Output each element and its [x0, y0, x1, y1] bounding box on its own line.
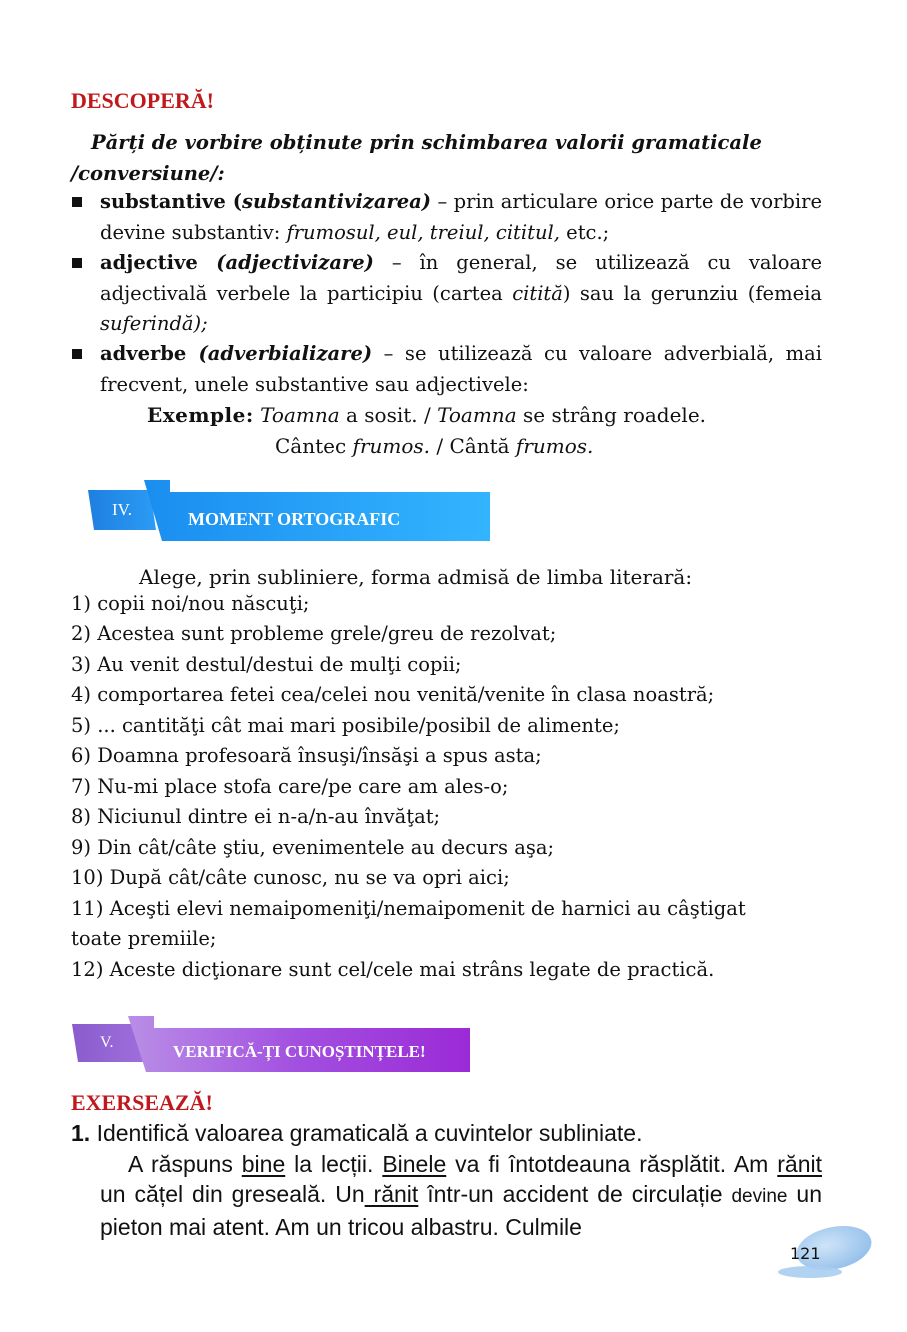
- b1-italic: frumosul, eul, treiul, cititul,: [286, 220, 560, 244]
- ex1-text-2: se strâng roadele.: [516, 403, 707, 427]
- exercise-item: 1) copii noi/nou născuţi;: [71, 592, 310, 615]
- exercise-item: 5) ... cantităţi cât mai mari posibile/posibil de alimente;: [71, 714, 620, 737]
- underlined-word: bine: [241, 1151, 286, 1177]
- task-paragraph: [100, 1149, 822, 1242]
- banner-iv-number: IV.: [112, 500, 132, 519]
- exercise-item: 9) Din cât/câte ştiu, evenimentele au decurs aşa;: [71, 836, 555, 859]
- ex2-text-1: Cântec: [275, 434, 353, 458]
- task-text: Identifică valoarea gramaticală a cuvintelor subliniate.: [90, 1120, 643, 1146]
- bullet-substantive: [100, 187, 822, 248]
- bullet-adverbe: [100, 339, 822, 400]
- exercise-item: 11) Aceşti elevi nemaipomeniţi/nemaipomenit de harnici au câştigat: [71, 897, 746, 920]
- para-text: un cățel din greseală. Un: [100, 1181, 365, 1207]
- banner-iv-title: MOMENT ORTOGRAFIC: [188, 509, 401, 529]
- intro-line-1: Părți de vorbire obținute prin schimbarea valorii gramaticale: [91, 131, 762, 154]
- underlined-word: rănit: [777, 1151, 822, 1177]
- b2-bolditalic: (adjectivizare): [216, 251, 374, 274]
- bullet-marker: [72, 197, 82, 207]
- para-text: la lecții.: [285, 1151, 383, 1177]
- intro-heading: [71, 128, 822, 189]
- ex1-italic-2: Toamna: [437, 403, 517, 427]
- b2-italic-2: suferindă);: [100, 312, 208, 335]
- b2-text-2: ) sau la gerunziu (femeia: [562, 281, 822, 305]
- bullet-marker: [72, 258, 82, 268]
- para-text: va fi întotdeauna răsplătit. Am: [446, 1151, 778, 1177]
- ex2-italic-1: frumos.: [352, 434, 431, 458]
- page-number: 121: [790, 1244, 821, 1263]
- b3-bold: adverbe: [100, 342, 199, 365]
- bullet-marker: [72, 349, 82, 359]
- ex1-text-1: a sosit. /: [339, 403, 438, 427]
- b3-bolditalic: (adverbializare): [198, 342, 373, 365]
- exercise-item: 7) Nu-mi place stofa care/pe care am ales-o;: [71, 775, 509, 798]
- b2-bold: adjective: [100, 251, 217, 274]
- ex2-italic-2: frumos.: [515, 434, 594, 458]
- bullet-adjective: [100, 248, 822, 340]
- b1-bold: substantive (: [100, 190, 243, 213]
- task-number: 1.: [71, 1120, 91, 1146]
- ex1-italic-1: Toamna: [260, 403, 340, 427]
- exercise-instruction: Alege, prin subliniere, forma admisă de limba literară:: [139, 565, 693, 589]
- para-text: într-un accident de circulație: [418, 1181, 732, 1207]
- b2-italic-1: citită: [512, 281, 563, 305]
- exercise-item: 12) Aceste dicţionare sunt cel/cele mai strâns legate de practică.: [71, 958, 715, 981]
- underlined-word: Binele: [382, 1151, 447, 1177]
- exercise-item: 10) După cât/câte cunosc, nu se va opri aici;: [71, 866, 510, 889]
- examples-label: Exemple:: [147, 403, 254, 427]
- para-text: A răspuns: [128, 1151, 242, 1177]
- exercise-item: 6) Doamna profesoară însuşi/însăşi a spus asta;: [71, 744, 542, 767]
- b2-text: – în general, se utilizează cu valoare adjectivală verbele la participiu (cartea: [100, 251, 823, 305]
- examples-line-2: [275, 431, 593, 462]
- examples-line-1: [147, 400, 706, 431]
- descopera-heading: DESCOPERĂ!: [71, 88, 215, 113]
- intro-line-2: /conversiune/:: [71, 161, 225, 185]
- b1-bolditalic: substantivizarea): [242, 190, 432, 213]
- b1-end: etc.;: [559, 220, 610, 244]
- exercise-item: 8) Niciunul dintre ei n-a/n-au învăţat;: [71, 805, 441, 828]
- para-text-small: devine: [731, 1186, 788, 1207]
- banner-v-number: V.: [100, 1034, 114, 1051]
- task-1: [71, 1118, 643, 1148]
- banner-v-title: VERIFICĂ-ȚI CUNOȘTINȚELE!: [173, 1042, 426, 1061]
- exercise-item: 4) comportarea fetei cea/celei nou venită/venite în clasa noastră;: [71, 683, 715, 706]
- exercise-item: toate premiile;: [71, 927, 217, 950]
- exercise-item: 3) Au venit destul/destui de mulţi copii;: [71, 653, 462, 676]
- underlined-word: rănit: [364, 1181, 419, 1207]
- exercise-item: 2) Acestea sunt probleme grele/greu de rezolvat;: [71, 622, 557, 645]
- b1-text: – prin articulare orice parte de vorbire devine substantiv:: [100, 190, 822, 244]
- exerseaza-heading: EXERSEAZĂ!: [71, 1090, 213, 1115]
- para-text: un pieton mai atent. Am un tricou albastru. Culmile: [100, 1181, 822, 1240]
- ex2-text-2: / Cântă: [430, 434, 516, 458]
- b3-text: – se utilizează cu valoare adverbială, mai frecvent, unele substantive sau adjectivele:: [100, 342, 822, 396]
